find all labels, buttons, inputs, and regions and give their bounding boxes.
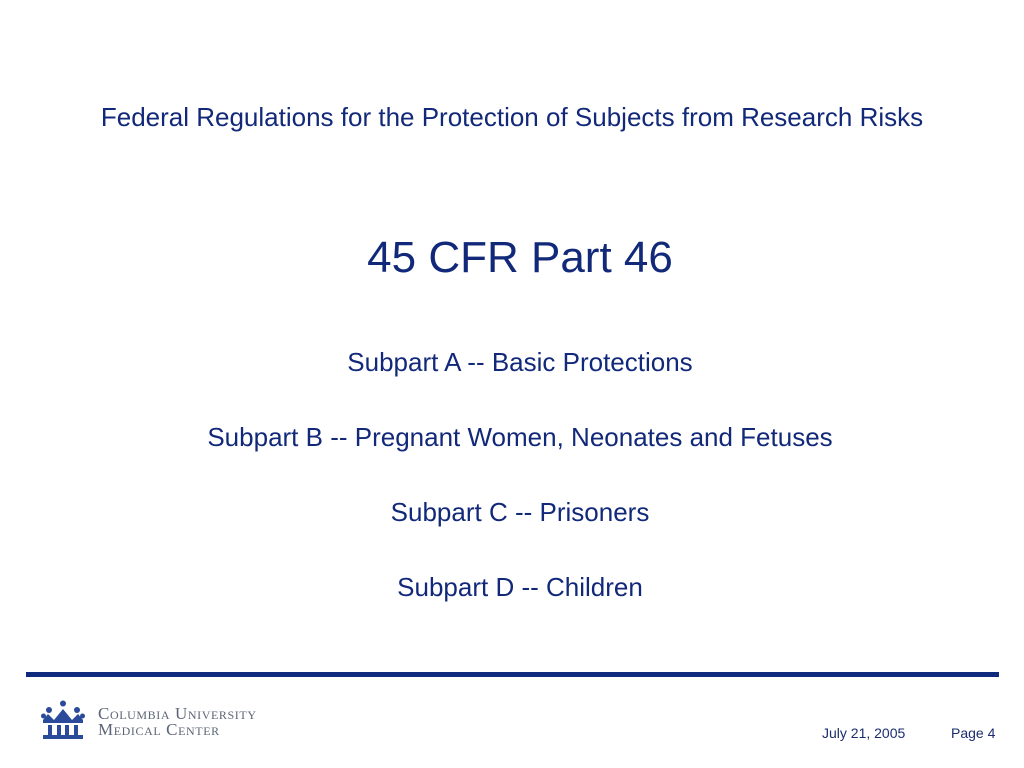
subpart-d: Subpart D -- Children [397,572,643,602]
logo-line-2: Medical Center [98,720,220,739]
slide-heading: Federal Regulations for the Protection of Subjects from Research Risks [100,102,924,132]
subpart-b: Subpart B -- Pregnant Women, Neonates and Fetuses [207,422,833,452]
logo-line-1: Columbia University [98,704,257,723]
columbia-logo [40,700,280,742]
footer-date: July 21, 2005 [822,725,906,741]
footer-divider [26,672,999,677]
subpart-a: Subpart A -- Basic Protections [347,347,693,377]
slide-title: 45 CFR Part 46 [367,233,673,282]
subpart-c: Subpart C -- Prisoners [390,497,650,527]
subpart-list [0,345,1024,645]
crown-icon [40,700,86,740]
footer-page-number: Page 4 [951,725,996,741]
logo-wordmark [98,706,257,738]
